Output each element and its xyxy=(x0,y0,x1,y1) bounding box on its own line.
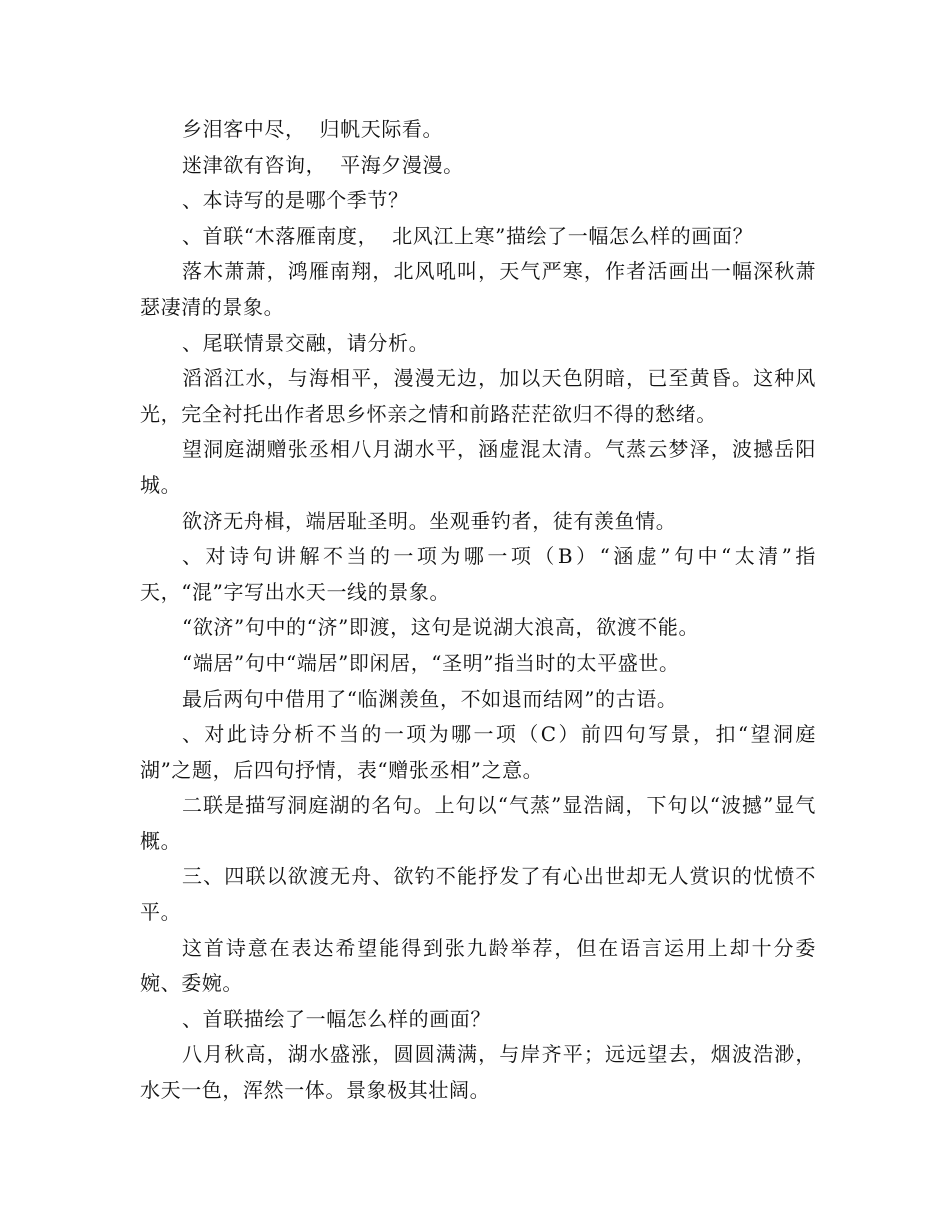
paragraph: 八月秋高，湖水盛涨，圆圆满满，与岸齐平；远远望去，烟波浩渺，水天一色，浑然一体。景象极其壮阔。 xyxy=(140,1042,816,1103)
paragraph: 、首联“木落雁南度， 北风江上寒”描绘了一幅怎么样的画面？ xyxy=(182,223,754,248)
paragraph: 三、四联以欲渡无舟、欲钓不能抒发了有心出世却无人赏识的忧愤不平。 xyxy=(140,864,816,925)
paragraph: 、首联描绘了一幅怎么样的画面？ xyxy=(182,1006,491,1031)
document-body xyxy=(140,112,816,1109)
paragraph: 最后两句中借用了“临渊羡鱼，不如退而结网”的古语。 xyxy=(182,686,678,711)
paragraph: 落木萧萧，鸿雁南翔，北风吼叫，天气严寒，作者活画出一幅深秋萧瑟凄清的景象。 xyxy=(140,259,816,319)
paragraph: 乡泪客中尽， 归帆天际看。 xyxy=(182,117,444,141)
paragraph: 望洞庭湖赠张丞相八月湖水平，涵虚混太清。气蒸云梦泽，波撼岳阳城。 xyxy=(140,437,816,497)
paragraph: “端居”句中“端居”即闲居，“圣明”指当时的太平盛世。 xyxy=(182,650,680,675)
paragraph: 迷津欲有咨询， 平海夕漫漫。 xyxy=(182,152,464,177)
paragraph: 、本诗写的是哪个季节？ xyxy=(182,188,409,213)
paragraph: 这首诗意在表达希望能得到张九龄举荐，但在语言运用上却十分委婉、委婉。 xyxy=(140,935,816,996)
paragraph: 、尾联情景交融，请分析。 xyxy=(182,330,430,355)
paragraph: “欲济”句中的“济”即渡，这句是说湖大浪高，欲渡不能。 xyxy=(182,615,700,640)
paragraph: 、对此诗分析不当的一项为哪一项（C）前四句写景，扣“望洞庭湖”之题，后四句抒情，表“赠张丞相”之意。 xyxy=(140,722,816,782)
paragraph: 欲济无舟楫，端居耻圣明。坐观垂钓者，徒有羡鱼情。 xyxy=(182,508,677,533)
paragraph: 二联是描写洞庭湖的名句。上句以“气蒸”显浩阔，下句以“波撼”显气概。 xyxy=(140,793,816,853)
paragraph: 、对诗句讲解不当的一项为哪一项（B）“涵虚”句中“太清”指天，“混”字写出水天一线的景象。 xyxy=(140,544,816,604)
paragraph: 滔滔江水，与海相平，漫漫无边，加以天色阴暗，已至黄昏。这种风光，完全衬托出作者思乡怀亲之情和前路茫茫欲归不得的愁绪。 xyxy=(140,366,816,426)
